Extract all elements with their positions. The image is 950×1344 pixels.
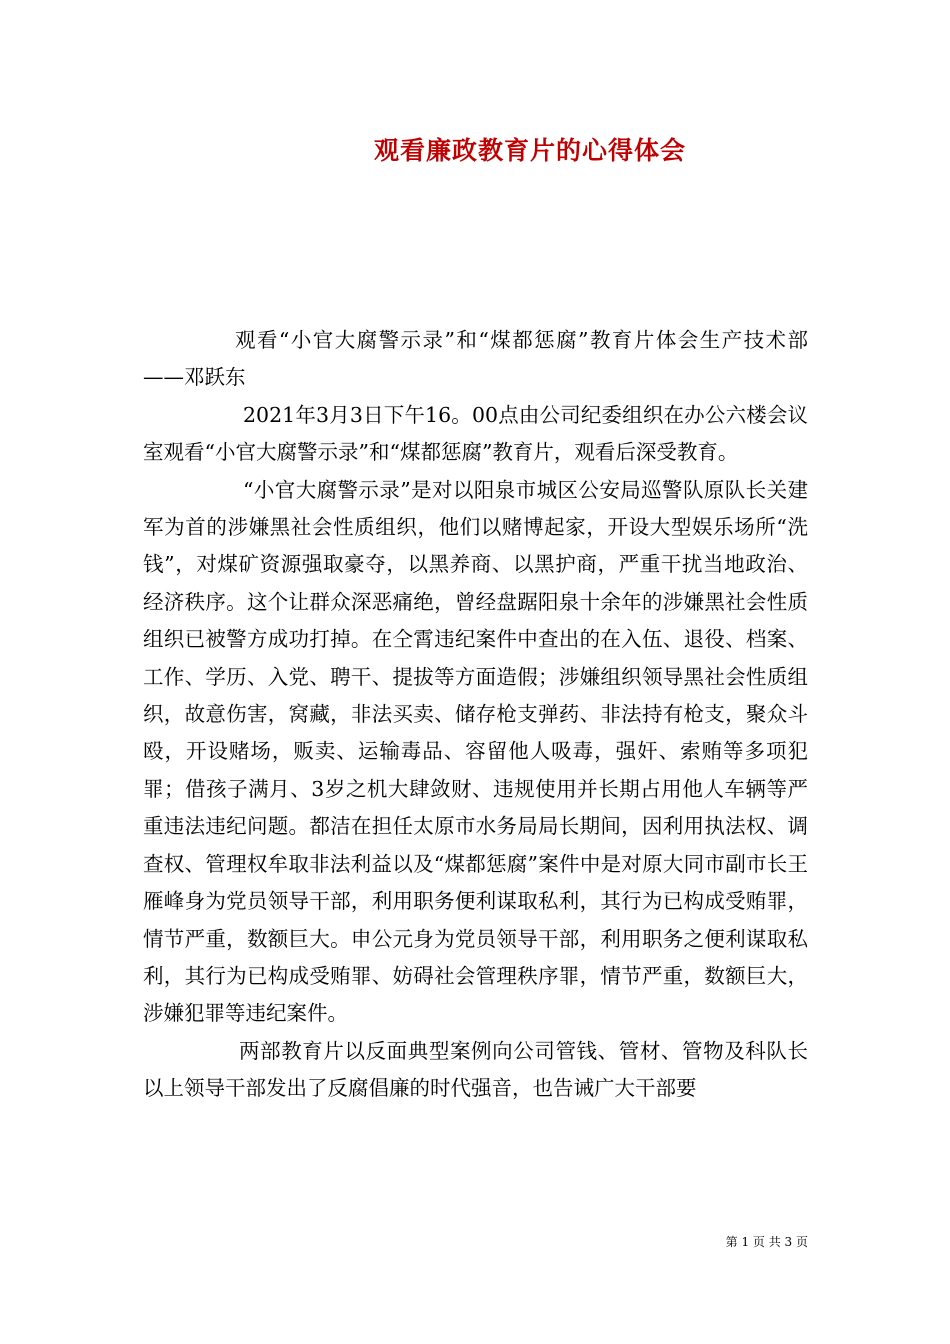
paragraph-date: 2021年3月3日下午16。00点由公司纪委组织在办公六楼会议室观看“小官大腐警示录”和“煤都惩腐”教育片，观看后深受教育。 <box>143 402 808 465</box>
paragraph-conclusion: 两部教育片以反面典型案例向公司管钱、管材、管物及科队长以上领导干部发出了反腐倡廉的时代强音，也告诫广大干部要 <box>143 1038 808 1101</box>
document-body <box>143 322 808 1108</box>
page-footer: 第 1 页 共 3 页 <box>725 1235 808 1249</box>
paragraph-intro: 观看“小官大腐警示录”和“煤都惩腐”教育片体会生产技术部——邓跃东 <box>143 328 808 390</box>
document-title: 观看廉政教育片的心得体会 <box>373 136 686 165</box>
paragraph-case-summary: “小官大腐警示录”是对以阳泉市城区公安局巡警队原队长关建军为首的涉嫌黑社会性质组织，他们以赌博起家，开设大型娱乐场所“洗钱”，对煤矿资源强取豪夺，以黑养商、以黑护商，严重干扰当地政治、经济秩序。这个让群众深恶痛绝，曾经盘踞阳泉十余年的涉嫌黑社会性质组织已被警方成功打掉。在仝霄违纪案件中查出的在入伍、退役、档案、工作、学历、入党、聘干、提拔等方面造假；涉嫌组织领导黑社会性质组织，故意伤害，窝藏，非法买卖、储存枪支弹药、非法持有枪支，聚众斗殴，开设赌场，贩卖、运输毒品、容留他人吸毒，强奸、索贿等多项犯罪；借孩子满月、3岁之机大肆敛财、违规使用并长期占用他人车辆等严重违法违纪问题。都洁在担任太原市水务局局长期间，因利用执法权、调查权、管理权牟取非法利益以及“煤都惩腐”案件中是对原大同市副市长王雁峰身为党员领导干部，利用职务便利谋取私利，其行为已构成受贿罪，情节严重，数额巨大。申公元身为党员领导干部，利用职务之便利谋取私利，其行为已构成受贿罪、妨碍社会管理秩序罪，情节严重，数额巨大，涉嫌犯罪等违纪案件。 <box>143 477 808 1026</box>
